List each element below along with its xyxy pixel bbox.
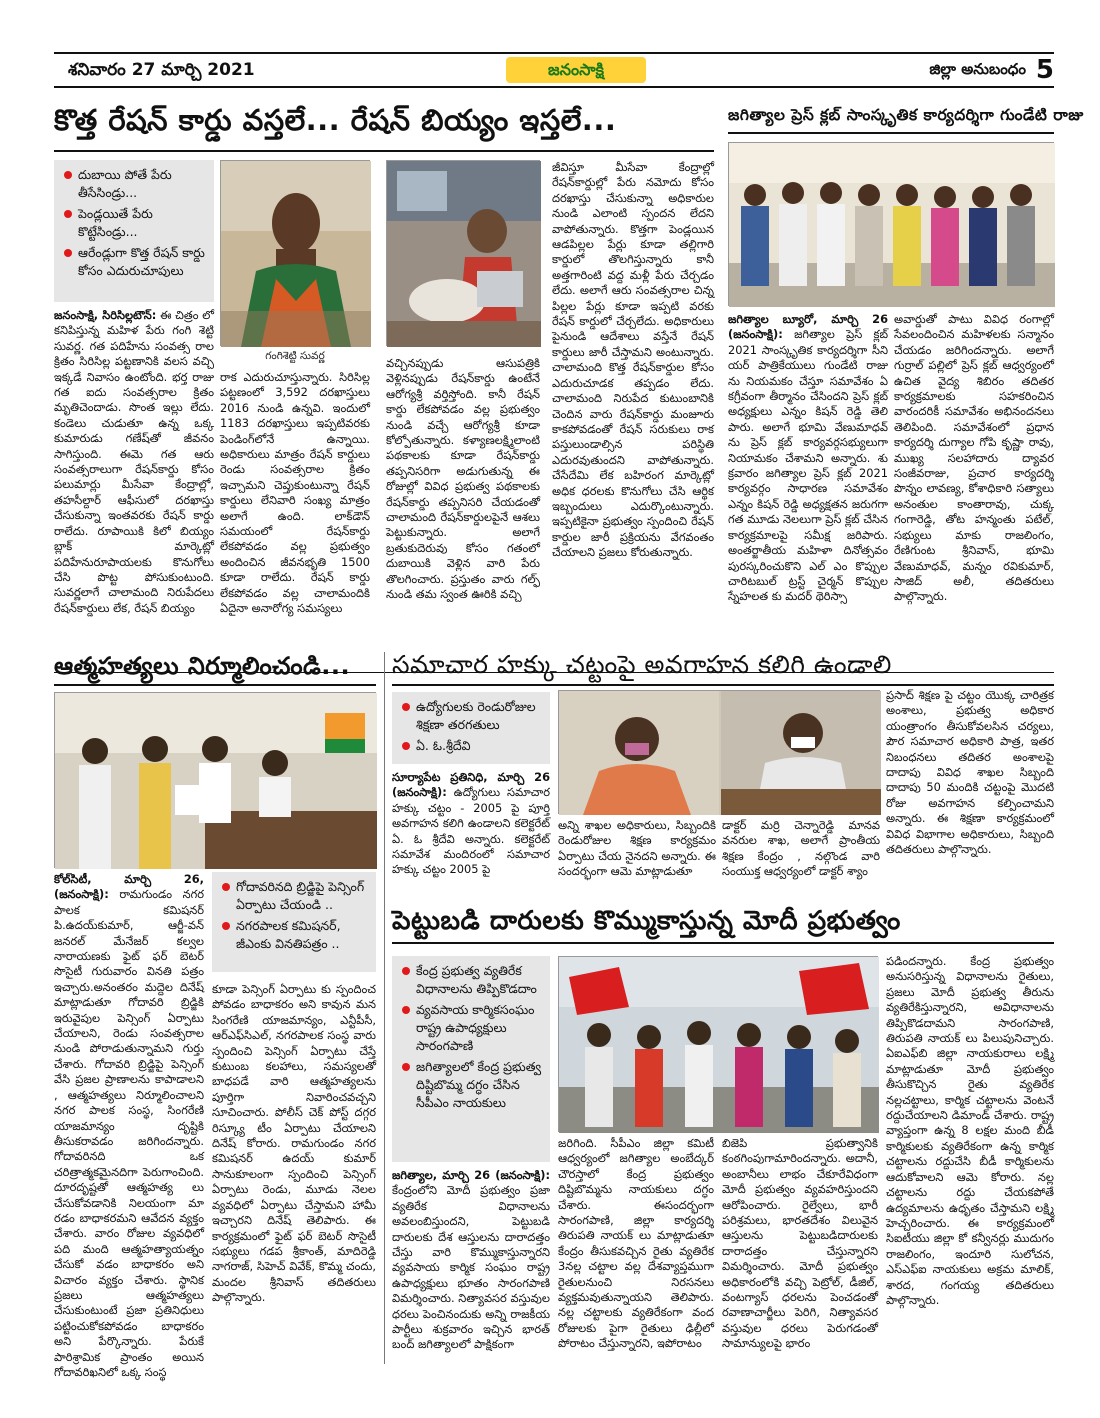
highlight-item: కేంద్ర ప్రభుత్వ వ్యతిరేక విధానాలను తిప్పికొడదాం bbox=[400, 962, 542, 998]
story2-column-1 bbox=[728, 312, 888, 664]
story3-column-2 bbox=[212, 982, 376, 1362]
story4-headline: సమాచార హక్కు చట్టంపై అవగాహన కలిగి ఉండాలి bbox=[392, 650, 892, 679]
woman-portrait-photo bbox=[220, 160, 370, 346]
masthead-logo: జనంసాక్షి bbox=[506, 57, 646, 83]
story5-column-3 bbox=[722, 1136, 878, 1364]
article-text: కూడా పెన్సింగ్ ఏర్పాటు కు స్పందించ పోవడం బాధాకరం అని కావున మన సింగరేణి యాజమాన్యం, ఎన్టీపీసీ, ఆర్‌ఎఫ్‌సిఎల్, నగరపాలక సంస్థ వారు స్పందించి పెన్సింగ్ ఏర్పాటు చేస్తే కుటుంబ కలహాలు, సమస్యలతో బాధపడే వారి ఆత్మహత్యలను పూర్తిగా నివారించవచ్చని సూచించారు. పోలీస్ చెక్ పోస్ట్ దగ్గర రిస్క్యూ టీం ఏర్పాటు చేయాలని దినేష్ కోరారు. రామగుండం నగర కమిషనర్ ఉదయ్ కుమార్ సానుకూలంగా స్పందించి పెన్సింగ్ ఏర్పాటు రెండు, మూడు నెలల వ్యవధిలో ఏర్పాటు చేస్తామని హామీ ఇచ్చారని దినేష్ తెలిపారు. ఈ కార్యక్రమంలో ఫైట్ ఫర్ బెటర్ సొసైటీ సభ్యులు గడప శ్రీకాంత్, మాదిరెడ్డి నాగరాజ్, సిహెచ్ వివేక్, కొమ్మ చందు, మందల శ్రీనివాస్ తదితరులు పాల్గొన్నారు. bbox=[212, 982, 376, 1305]
story3-highlights bbox=[212, 872, 376, 972]
story5-column-1 bbox=[392, 1168, 550, 1364]
issue-date: శనివారం 27 మార్చి 2021 bbox=[68, 60, 255, 80]
petition-handover-photo bbox=[54, 692, 376, 868]
dateline: కోల్‌సిటీ, మార్చి 26, (జనంసాక్షి): bbox=[54, 872, 204, 902]
article-text: బిజెపి ప్రభుత్వానికి కంఠగింపుగామారిందన్నారు. అదానీ, అంబానీలు లాభం చేకూరేవిధంగా మోదీ ప్రభుత్వం వ్యవహరిస్తుందని ఆరోపించారు. రైల్వేలు, భారీ పరిశ్రమలు, భారతదేశం విలువైన ఆస్తులను పెట్టుబడిదారులకు దారాదత్తం చేస్తున్నారని విమర్శించారు. మోదీ ప్రభుత్వం అధికారంలోకి వచ్చి పెట్రోల్, డీజిల్, వంటగ్యాస్ ధరలను పెంచడంతో రవాణాచార్జీలు పెరిగి, నిత్యావసర వస్తువుల ధరలు పెరుగడంతో సామాన్యులపై భారం bbox=[722, 1136, 878, 1351]
story5-column-4 bbox=[886, 954, 1054, 1364]
highlight-item: ఏ. ఓ.శ్రీదేవి bbox=[400, 737, 542, 755]
article-text: డాక్టర్ మర్రి చెన్నారెడ్డి మానవ వనరుల శాఖ, అలాగే ప్రాంతీయ శిక్షణ కేంద్రం , నల్గొండ వారి సంయుక్త ఆధ్వర్యంలో డాక్టర్ శ్యాం bbox=[722, 818, 880, 879]
story3-rule bbox=[54, 684, 376, 686]
press-club-group-photo bbox=[728, 142, 1054, 306]
dateline: జగిత్యాల బ్యూరో, మార్చి 26 (జనంసాక్షి): bbox=[728, 312, 888, 342]
protest-photo bbox=[558, 956, 878, 1132]
story5-rule bbox=[392, 942, 1054, 944]
article-text: రామగుండం నగర పాలక కమిషనర్ పి.ఉదయ్‌కుమార్, ఆర్జీ-వన్ జనరల్ మేనేజర్ కల్వల నారాయణకు ఫైట్ ఫర్ బెటర్ సొసైటీ గురువారం వినతి పత్రం ఇచ్చారు.అనంతరం మద్దెల దినేష్ మాట్లాడుతూ గోదావరి బ్రిడ్జికి ఇరువైపుల పెన్సింగ్ ఏర్పాటు చేయాలని, రెండు సంవత్సరాల నుండి పోరాడుతున్నామని గుర్తు చేశారు. గోదావరి బ్రిడ్జిపై పెన్సింగ్ వేసి ప్రజల ప్రాణాలను కాపాడాలని , ఆత్మహత్యలు నిర్మూలించాలని నగర పాలక సంస్థ, సింగరేణి యాజమాన్యం దృష్టికి తీసుకరావడం జరిగిందన్నారు. గోదావరినది ఒక చరిత్రాత్మకమైనదిగా పెరుగాంచింది. దూరదృష్టతో ఆత్మహత్య లు చేసుకోవడానికి నిలయంగా మా రడం బాధాకరమని ఆవేదన వ్యక్తం చేశారు. వారం రోజుల వ్యవధిలో పది మంది ఆత్మహత్యాయత్నం చేసుకో వడం బాధాకరం అని విచారం వ్యక్తం చేశారు. స్థానిక ప్రజలు ఆత్మహత్యలు చేసుకుంటుంటే ప్రజా ప్రతినిధులు పట్టించుకోకపోవడం బాధాకరం అని పేర్కొన్నారు. పేరుకే పారిశ్రామిక ప్రాంతం అయిన గోదావరిఖనిలో ఒక్క సంస్థ bbox=[54, 887, 205, 1379]
story4-column-4 bbox=[886, 688, 1054, 870]
story4-column-2 bbox=[558, 818, 716, 879]
story2-headline: జగిత్యాల ప్రెస్ క్లబ్ సాంస్కృతిక కార్యదర్శిగా గుండేటి రాజు bbox=[728, 106, 1084, 124]
story4-column-1 bbox=[392, 770, 550, 877]
page-header bbox=[54, 52, 1054, 88]
photo-caption: గంగిశెట్టి సువర్ణ bbox=[265, 350, 325, 362]
article-text: కేంద్రంలోని మోదీ ప్రభుత్వం ప్రజా వ్యతిరేక విధానాలను అవలంబిస్తుందని, పెట్టుబడి దారులకు దేశ ఆస్తులను దారాదత్తం చేస్తు వారి కొమ్ముకాస్తున్నారని వ్యవసాయ కార్మిక సంఘం రాష్ట్ర ఉపాధ్యక్షులు భూతం సారంగపాణి విమర్శించారు. నిత్యావసర వస్తువుల ధరలు పెంచినందుకు అన్ని రాజకీయ పార్టీలు శుక్రవారం ఇచ్చిన భారత్ బంద్ జగిత్యాలలో పాక్షికంగా bbox=[392, 1183, 550, 1352]
article-text: వచ్చినప్పుడు ఆసుపత్రికి వెళ్లినప్పుడు రేషన్‌కార్డు ఉంటేనే ఆరోగ్యశ్రీ వర్తిస్తోంది. కానీ రేషన్ కార్డు లేకపోవడం వల్ల ప్రభుత్వం నుండి వచ్చే ఆరోగ్యశ్రీ కూడా కోల్పోతున్నారు. కళ్యాణలక్ష్మిలాంటి పథకాలకు కూడా రేషన్‌కార్డు తప్పనిసరిగా అడుగుతున్న ఈ రోజుల్లో వివిధ ప్రభుత్వ పథకాలకు రేషన్‌కార్డు తప్పనిసరి చేయడంతో చాలామంది రేషన్‌కార్డులపైనే ఆశలు పెట్టుకున్నారు. అలాగే బ్రతుకుదెరువు కోసం గతంలో దుబాయికి వెళ్లిన వారి పేరు తొలగించారు. ప్రస్తుతం వారు గల్ఫ్ నుండి తమ స్వంత ఊరికి వచ్చి bbox=[386, 356, 540, 602]
story1-column-1 bbox=[54, 308, 214, 664]
article-text: జీవిస్తూ మీసేవా కేంద్రాల్లో రేషన్‌కార్డుల్లో పేరు నమోదు కోసం దరఖాస్తు చేసుకున్నా అధికారుల నుండి ఎలాంటి స్పందన లేదని వాపోతున్నారు. కొత్తగా పెండ్లయిన ఆడపిల్లల పేర్లు కూడా తల్లిగారి కార్డులో తొలగిస్తున్నారు కానీ అత్తగారింటి వద్ద మళ్లీ పేరు చేర్చడం లేదు. అలాగే ఆరు సంవత్సరాల చిన్న పిల్లల పేర్లు కూడా ఇప్పటి వరకు రేషన్ కార్డులో చేర్చలేదు. అధికారులు పైనుండి ఆదేశాలు వస్తేనే రేషన్ కార్డులు జారీ చేస్తామని అంటున్నారు. చాలామంది కొత్త రేషన్‌కార్డుల కోసం ఎదురుచూడక తప్పడం లేదు. చాలామంది నిరుపేద కుటుంబానికి చెందిన వారు రేషన్‌కార్డు మంజూరు కాకపోవడంతో రేషన్ సరుకులు రాక పస్తులుండాల్సిన పరిస్థితి ఎదురవుతుందని వాపోతున్నారు. చేసేదేమి లేక బహిరంగ మార్కెట్లో అధిక ధరలకు కొనుగోలు చేసి ఆర్థిక ఇబ్బందులు ఎదుర్కొంటున్నారు. ఇప్పటికైనా ప్రభుత్వం స్పందించి రేషన్ కార్డుల జారీ ప్రక్రియను వేగవంతం చేయాలని ప్రజలు కోరుతున్నారు. bbox=[552, 160, 714, 560]
article-text: రాక ఎదురుచూస్తున్నారు. సిరిసిల్ల పట్టణంలో 3,592 దరఖాస్తులు 2016 నుండి ఉన్నవి. ఇందులో 1183 దరఖాస్తులు ఇప్పటివరకు పెండింగ్‌లోనే ఉన్నాయి. అధికారులు మాత్రం రేషన్ కార్డులు రెండు సంవత్సరాల క్రితం ఇచ్చామని చెప్తుకుంటున్నా రేషన్ కార్డులు లేనివారి సంఖ్య మాత్రం అలాగే ఉంది. లాక్‌డౌన్ సమయంలో రేషన్‌కార్డు లేకపోవడం వల్ల ప్రభుత్వం అందించిన జీవనభృతి 1500 కూడా రాలేదు. రేషన్ కార్డు లేకపోవడం వల్ల చాలామందికి ఏదైనా అనారోగ్య సమస్యలు bbox=[220, 370, 370, 616]
highlight-item: వ్యవసాయ కార్మికసంఘం రాష్ట్ర ఉపాధ్యక్షులు సారంగపాణి bbox=[400, 1001, 542, 1055]
ration-rice-photo bbox=[386, 160, 540, 346]
story1-column-4 bbox=[552, 160, 714, 664]
article-text: అన్ని శాఖల అధికారులు, సిబ్బందికి రెండురోజుల శిక్షణ కార్యక్రమం ఏర్పాటు చేయ నైనదని అన్నారు. ఈ సందర్భంగా ఆమె మాట్లాడుతూ bbox=[558, 818, 716, 879]
highlight-item: నగరపాలక కమిషనర్, జీఎంకు వినతిపత్రం .. bbox=[220, 917, 368, 953]
dateline: జనంసాక్షి, సిరిసిల్లటౌన్: bbox=[54, 308, 157, 322]
highlight-item: పెండ్లయితే పేరు కొట్టేసిండ్రు... bbox=[62, 205, 206, 241]
story1-rule bbox=[54, 150, 714, 152]
column-divider bbox=[384, 652, 385, 1364]
highlight-item: గోదావరినది బ్రిడ్జిపై పెన్సింగ్ ఏర్పాటు చేయండి .. bbox=[220, 878, 368, 914]
story1-column-3 bbox=[386, 356, 540, 664]
story5-column-2 bbox=[558, 1136, 714, 1364]
dateline: సూర్యాపేట ప్రతినిధి, మార్చి 26 (జనంసాక్షి): bbox=[392, 770, 550, 800]
article-text: ఈ చిత్రం లో కనిపిస్తున్న మహిళ పేరు గంగి శెట్టి సువర్ణ. గత పదిహేను సంవత్స రాల క్రితం సిరిసిల్ల పట్టణానికి వలస వచ్చి ఇక్కడే నివాసం ఉంటోంది. భర్త రాజు గత ఐదు సంవత్సరాల క్రితం మృతిచెందాడు. సొంత ఇల్లు లేదు. కండెలు చుడుతూ ఉన్న ఒక్క కుమారుడు గణేష్‌తో జీవనం సాగిస్తుంది. ఈమె గత ఆరు సంవత్సరాలుగా రేషన్‌కార్డు కోసం పలుమార్లు మీసేవా కేంద్రాల్లో, తహసీల్దార్ ఆఫీసులో దరఖాస్తు చేసుకున్నా ఇంతవరకు రేషన్ కార్డు రాలేదు. రూపాయికి కిలో బియ్యం బ్లాక్ మార్కెట్లో పదిహేనురూపాయలకు కొనుగోలు చేసి పొట్ట పోసుకుంటుంది. సువర్ణలాగే చాలామంది నిరుపేదలు రేషన్‌కార్డులు లేక, రేషన్ బియ్యం bbox=[54, 308, 214, 615]
story5-headline: పెట్టుబడి దారులకు కొమ్ముకాస్తున్న మోదీ ప్రభుత్వం bbox=[392, 906, 901, 936]
story4-highlights bbox=[392, 692, 550, 764]
section-name: జిల్లా అనుబంధం bbox=[929, 60, 1026, 78]
dateline: జగిత్యాల, మార్చి 26 (జనంసాక్షి): bbox=[392, 1168, 550, 1182]
highlight-item: దుబాయి పోతే పేరు తీసేసిండ్రు... bbox=[62, 166, 206, 202]
highlight-item: ఉద్యోగులకు రెండురోజుల శిక్షణా తరగతులు bbox=[400, 698, 542, 734]
story4-column-3 bbox=[722, 818, 880, 879]
story4-rule bbox=[392, 684, 1054, 686]
story1-headline: కొత్త రేషన్ కార్డు వస్తలే... రేషన్ బియ్యం ఇస్తలే... bbox=[54, 103, 617, 137]
highlight-item: ఆరేండ్లుగా కొత్త రేషన్ కార్డు కోసం ఎదురుచూపులు bbox=[62, 244, 206, 280]
article-text: జరిగింది. సీపీఎం జిల్లా కమిటీ ఆధ్వర్యంలో జగిత్యాల అంబేద్కర్ చౌరస్తాలో కేంద్ర ప్రభుత్వం దిష్టిబొమ్మను నాయకులు దగ్ధం చేశారు. ఈసందర్భంగా సారంగపాణి, జిల్లా కార్యదర్శి తిరుపతి నాయక్ లు మాట్లాడుతూ కేంద్రం తీసుకవచ్చిన రైతు వ్యతిరేక 3నల్ల చట్టాల వల్ల దేశవ్యాప్తముగా రైతులనుంచి నిరసనలు వ్యక్తమవుతున్నాయని తెలిపారు. నల్ల చట్టాలకు వ్యతిరేకంగా వంద రోజులకు పైగా రైతులు ఢిల్లీలో పోరాటం చేస్తున్నారని, ఇపోరాటం bbox=[558, 1136, 714, 1351]
story2-rule bbox=[728, 132, 1054, 134]
story1-column-2 bbox=[220, 370, 370, 664]
article-text: పడిందన్నారు. కేంద్ర ప్రభుత్వం అనుసరిస్తున్న విధానాలను రైతులు, ప్రజలు మోదీ ప్రభుత్వ తీరును వ్యతిరేకిస్తున్నారని, అవిధానాలను తిప్పికొడదామని సారంగపాణి, తిరుపతి నాయక్ లు పిలుపునిచ్చారు. ఏఐఎఫ్‌బి జిల్లా నాయకురాలు లక్ష్మి మాట్లాడుతూ మోదీ ప్రభుత్వం తీసుకొచ్చిన రైతు వ్యతిరేక నల్లచట్టాలు, కార్మిక చట్టాలను వెంటనే రద్దుచేయాలని డిమాండ్ చేశారు. రాష్ట్ర వ్యాప్తంగా ఉన్న 8 లక్షల మంది బీడీ కార్మికులకు వ్యతిరేకంగా ఉన్న కార్మిక చట్టాలను రద్దుచేసి బీడీ కార్మికులను ఆదుకోవాలని ఆమె కోరారు. నల్ల చట్టాలను రద్దు చేయకపోతే ఉద్యమాలను ఉధృతం చేస్తామని లక్ష్మి హెచ్చరించారు. ఈ కార్యక్రమంలో సిఐటీయు జిల్లా కో కన్వీనర్లు ముదుగం రాజలింగం, ఇందూరి సులోచన, ఎస్ఎఫ్ఐ నాయకులు అక్రమ మాలిక్, శారద, గంగయ్య తదితరులు పాల్గొన్నారు. bbox=[886, 954, 1054, 1307]
story2-column-2 bbox=[894, 312, 1054, 664]
article-text: అవార్డుతో పాటు వివిధ రంగాల్లో సేవలందించిన మహిళలకు సన్మానం చేయడం జరిగిందన్నారు. అలాగే గుర్రాల్ పల్లిలో ప్రెస్ క్లబ్ ఆధ్వర్యంలో ఉచిత వైద్య శిబిరం తదితర కార్యక్రమాలకు సహకరించిన వారందరికీ సమావేశం అభినందనలు తెలిపింది. సమావేశంలో ప్రధాన కార్యదర్శి దుగ్యాల గోపి కృష్ణా రావు, ముఖ్య సలహాదారు ద్యావర సంజీవరాజు, ప్రచార కార్యదర్శి పొన్నం లావణ్య, కోశాధికారి సత్యాలు అనంతుల కాంతారావు, చుక్క గంగారెడ్డి, తోట హన్మంతు పటేల్, సభ్యులు మాకు రాజలింగం, రేణిగుంట శ్రీనివాస్, భూమి వేణుమాధవ్, మన్నం రవికుమార్, సాజిద్ అలీ, తదితరులు పాల్గొన్నారు. bbox=[894, 312, 1054, 604]
story5-highlights bbox=[392, 956, 550, 1162]
story3-column-1 bbox=[54, 872, 205, 1379]
article-text: జగిత్యాల ప్రెస్ క్లబ్ 2021 సాంస్కృతిక కార్యదర్శిగా సీని యర్ పాత్రికేయులు గుండేటి రాజు ను నియమకం చేస్తూ సమావేశం ఏ కగ్రీవంగా తీర్మానం చేసిందని ప్రెస్ క్లబ్ అధ్యక్షులు ఎన్నం కిషన్ రెడ్డి తెలి పారు. అలాగే భూమి వేణుమాధవ్ ను ప్రెస్ క్లబ్ కార్యవర్గసభ్యులుగా నియామకం చేశామని అన్నారు. శు క్రవారం జగిత్యాల ప్రెస్ క్లబ్ 2021 కార్యవర్గం సాధారణ సమావేశం ఎన్నం కిషన్ రెడ్డి అధ్యక్షతన జరుగగా గత మూడు నెలలుగా ప్రెస్ క్లబ్ చేసిన కార్యక్రమాలపై సమీక్ష జరిపారు. అంతర్జాతీయ మహిళా దినోత్సవం పురస్కరించుకొని ఎల్ ఎం కొప్పుల చారిటబుల్ ట్రస్ట్ చైర్మన్ కొప్పుల స్నేహలత కు మదర్ థెరిస్సా bbox=[728, 327, 888, 604]
page-number: 5 bbox=[1035, 55, 1054, 85]
highlight-item: జగిత్యాలలో కేంద్ర ప్రభుత్వ దిష్టిబొమ్మ దగ్ధం చేసిన సీపీఎం నాయకులు bbox=[400, 1058, 542, 1112]
officials-meeting-photo bbox=[558, 690, 880, 814]
story1-highlights bbox=[54, 160, 214, 302]
story3-headline: ఆత్మహత్యలు నిర్మూలించండి... bbox=[54, 652, 351, 680]
article-text: ఉద్యోగులు సమాచార హక్కు చట్టం - 2005 పై పూర్తి అవగాహన కలిగి ఉండాలని కలెక్టరేట్ ఏ. ఓ శ్రీదేవి అన్నారు. కలెక్టరేట్ సమావేశ మందిరంలో సమాచార హక్కు చట్టం 2005 పై bbox=[392, 785, 550, 877]
article-text: ప్రసాద్ శిక్షణ పై చట్టం యొక్క చారిత్రక అంశాలు, ప్రభుత్వ అధికార యంత్రాంగం తీసుకోవలసిన చర్యలు, పౌర సమాచార అధికారి పాత్ర, ఇతర నిబంధనలు తదితర అంశాలపై దాదాపు వివిధ శాఖల సిబ్బంది దాదాపు 50 మందికి చట్టంపై మొదటి రోజు అవగాహన కల్పించామని అన్నారు. ఈ శిక్షణా కార్యక్రమంలో వివిధ విభాగాల అధికారులు, సిబ్బంది తదితరులు పాల్గొన్నారు. bbox=[886, 688, 1054, 857]
